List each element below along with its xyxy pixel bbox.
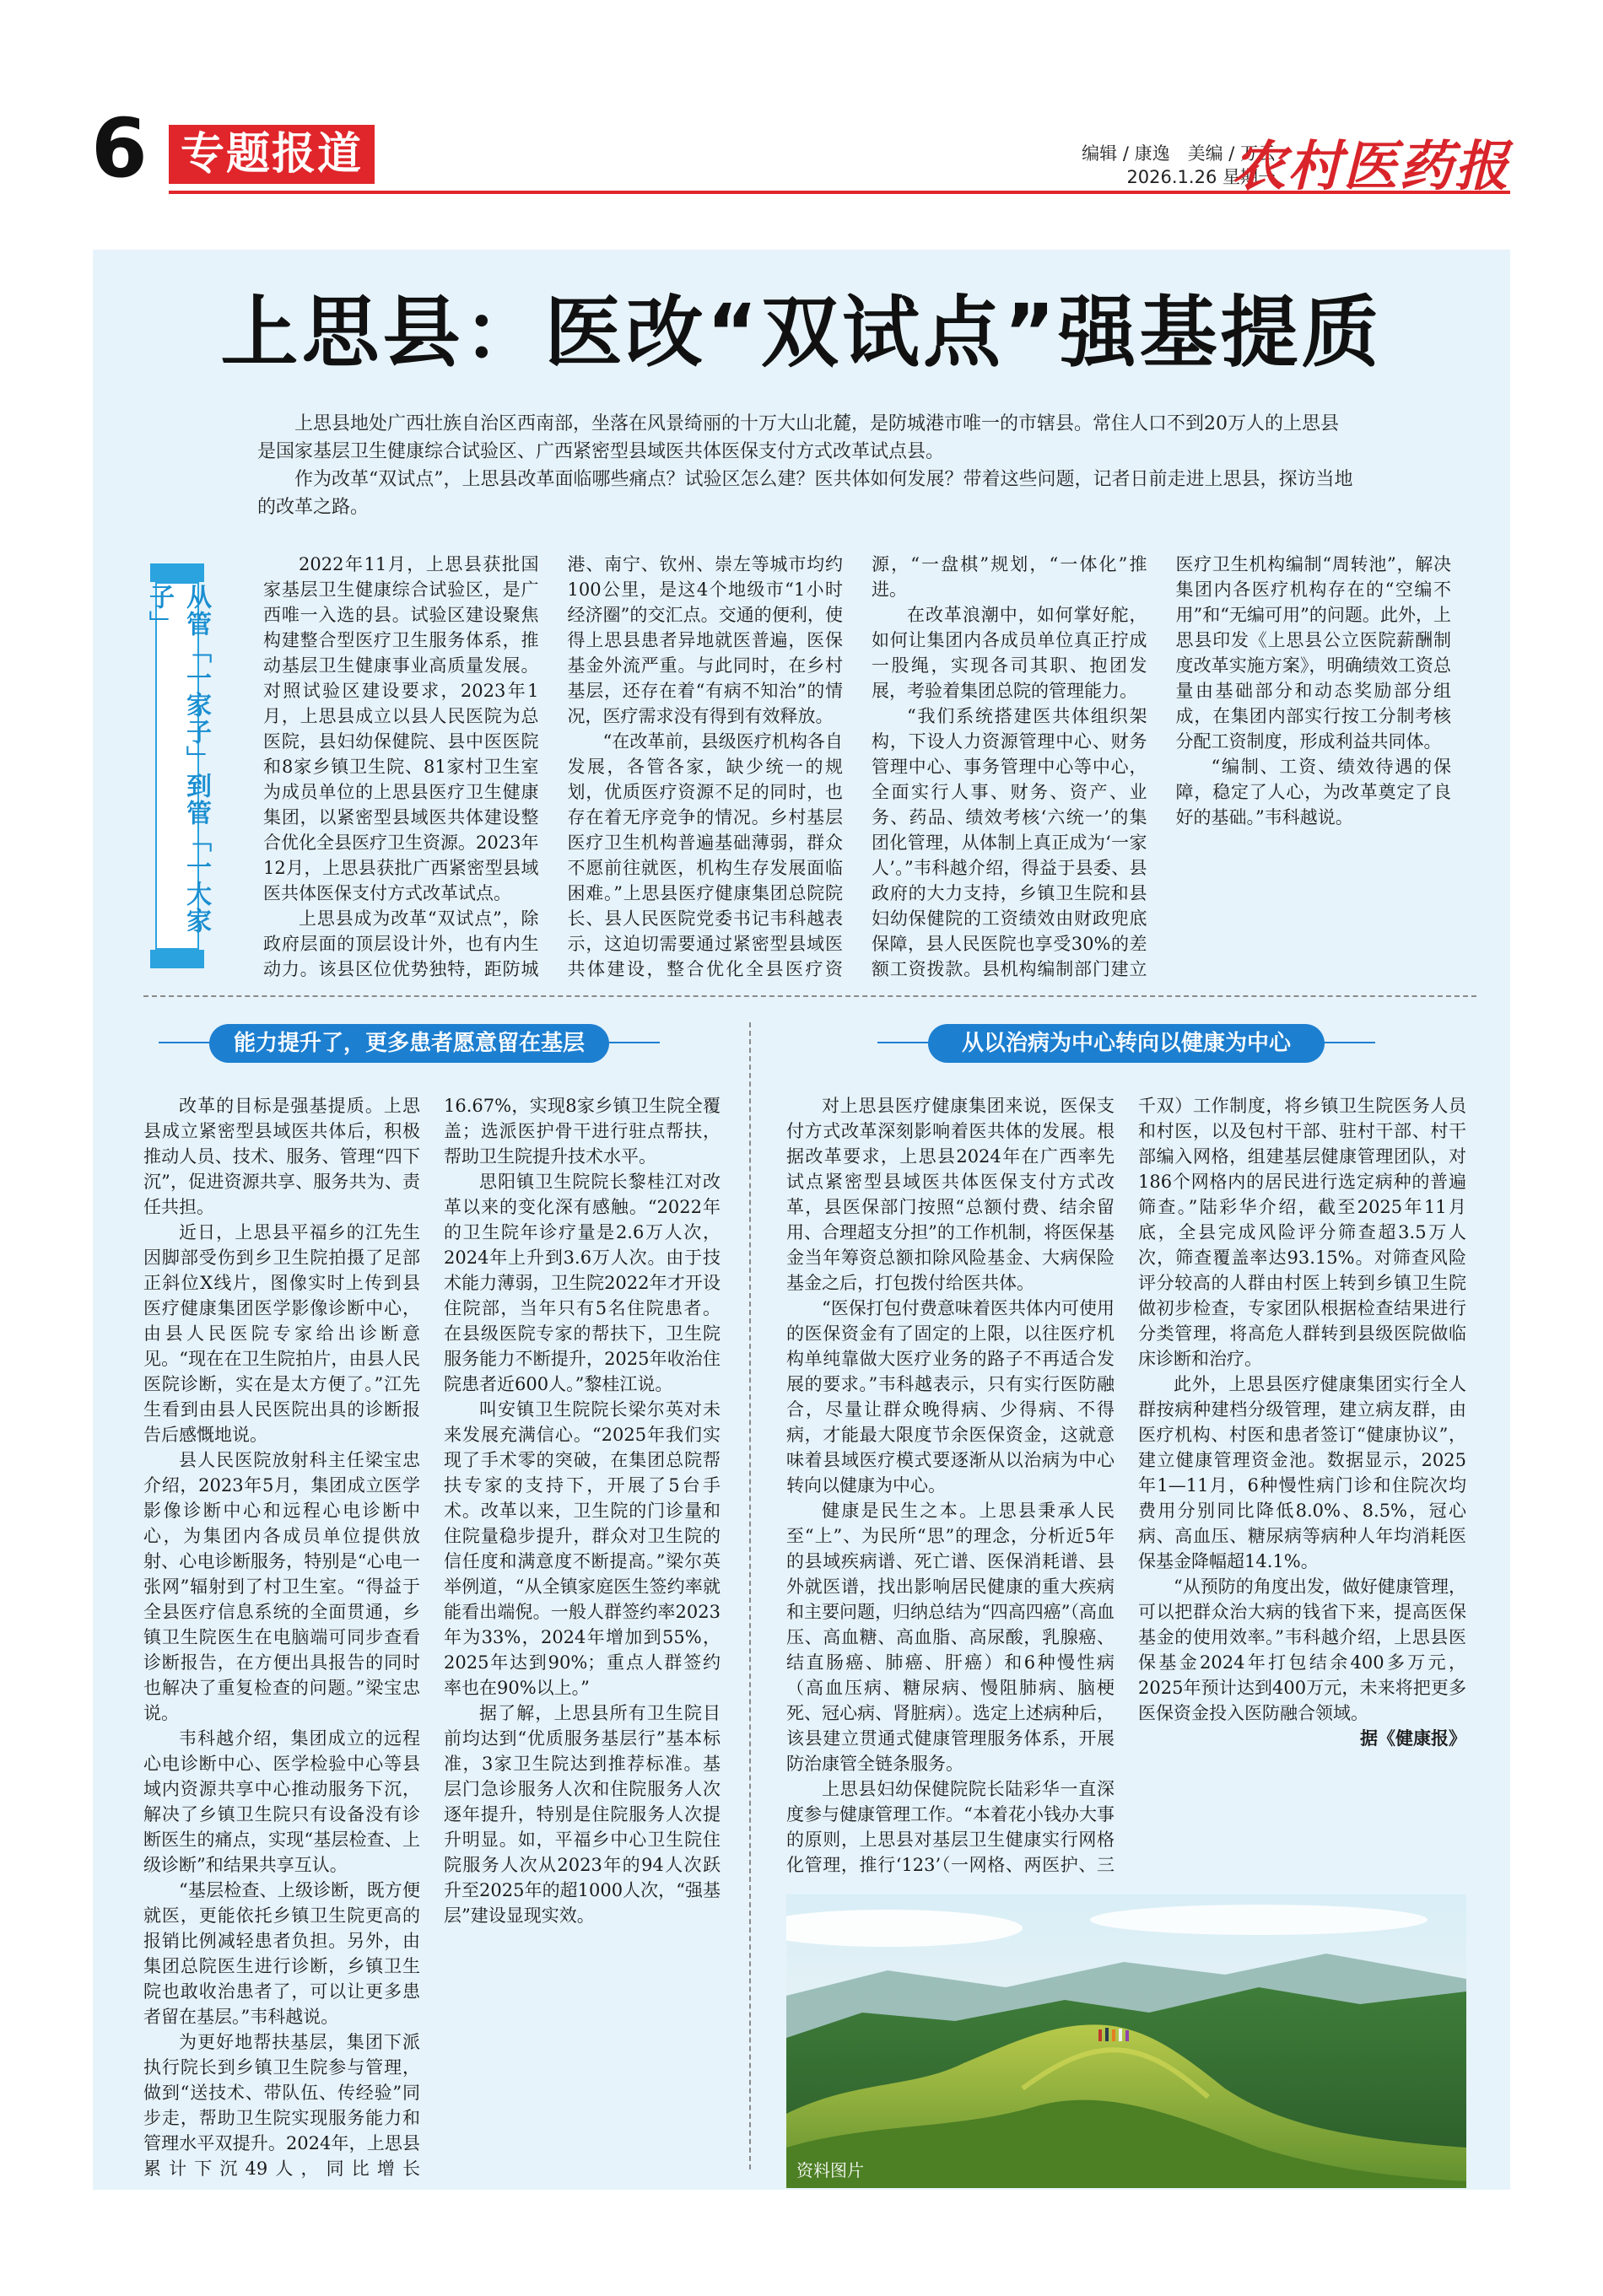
body-paragraph: “从预防的角度出发，做好健康管理，可以把群众治大病的钱省下来，提高医保基金的使用效率。”韦科越介绍，上思县医保基金2024年打包结余400多万元，2025年预计达到400万元，未来将把更多医保资金投入医防融合领域。 — [1138, 1576, 1466, 1723]
body-paragraph: 据了解，上思县所有卫生院目前均达到“优质服务基层行”基本标准，3家卫生院达到推荐标准。基层门急诊服务人次和住院服务人次逐年提升，特别是住院服务人次提升明显。如，平福乡中心卫生院住院服务人次从2023年的94人次跃升至2025年的超1000人次，“强基层”建设显现实效。 — [444, 1703, 721, 1926]
side-banner — [144, 563, 211, 968]
page-number: 6 — [91, 101, 148, 196]
body-paragraph: 在改革浪潮中，如何掌好舵，如何让集团内各成员单位真正拧成一股绳，实现各司其职、抱团发展，考验着集团总院的管理能力。 — [872, 605, 1147, 701]
banner-text: 从管「一家子」到管「一大家子」 — [144, 584, 211, 935]
photo-credit: 资料图片 — [796, 2160, 864, 2180]
top-article-body — [263, 552, 1451, 982]
mountain-landscape-image — [786, 1894, 1466, 2188]
body-paragraph: 上思县成为改革“双试点”，除政府层面的顶层设计外，也有内生动力。该县区位优势独特，距防城港、南宁、钦州、崇左等城市均约100公里，是这4个地级市“1小时经济圈”的交汇点。交通的便利，使得上思县患者异地就医普遍，医保基金外流严重。与此同时，在乡村基层，还存在着“有病不知治”的情况，医疗需求没有得到有效释放。 — [263, 554, 843, 979]
lead-paragraph: 作为改革“双试点”，上思县改革面临哪些痛点？试验区怎么建？医共体如何发展？带着这些问题，记者日前走进上思县，探访当地的改革之路。 — [257, 469, 1353, 518]
body-paragraph: 叫安镇卫生院院长梁尔英对未来发展充满信心。“2025年我们实现了手术零的突破，在集团总院帮扶专家的支持下，开展了5台手术。改革以来，卫生院的门诊量和住院量稳步提升，群众对卫生院的信任度和满意度不断提高。”梁尔英举例道，“从全镇家庭医生签约率就能看出端倪。一般人群签约率2023年为33%，2024年增加到55%，2025年达到90%；重点人群签约率也在90%以上。” — [444, 1399, 721, 1698]
left-article-body — [143, 1093, 721, 2190]
date-line: 2026.1.26 星期一 — [1126, 167, 1276, 187]
body-paragraph: 健康是民生之本。上思县秉承人民至“上”、为民所“思”的理念，分析近5年的县域疾病谱、死亡谱、医保消耗谱、县外就医谱，找出影响居民健康的重大疾病和主要问题，归纳总结为“四高四癌”（高血压、高血糖、高血脂、高尿酸，乳腺癌、结直肠癌、肺癌、肝癌）和6种慢性病（高血压病、糖尿病、慢阻肺病、脑梗死、冠心病、肾脏病）。选定上述病种后，该县建立贯通式健康管理服务体系，开展防治康管全链条服务。 — [786, 1501, 1115, 1774]
body-paragraph: 2022年11月，上思县获批国家基层卫生健康综合试验区，是广西唯一入选的县。试验区建设聚焦构建整合型医疗卫生服务体系，推动基层卫生健康事业高质量发展。对照试验区建设要求，2023年1月，上思县成立以县人民医院为总医院，县妇幼保健院、县中医医院和8家乡镇卫生院、81家村卫生室为成员单位的上思县医疗卫生健康集团，以紧密型县域医共体建设整合优化全县医疗卫生资源。2023年12月，上思县获批广西紧密型县域医共体医保支付方式改革试点。 — [263, 554, 539, 903]
editors-line: 编辑 / 康逸 美编 / 万云 — [1082, 143, 1276, 164]
body-paragraph: 思阳镇卫生院院长黎桂江对改革以来的变化深有感触。“2022年的卫生院年诊疗量是2.6万人次，2024年上升到3.6万人次。由于技术能力薄弱，卫生院2022年才开设住院部，当年只有5名住院患者。在县级医院专家的帮扶下，卫生院服务能力不断提升，2025年收治住院患者近600人。”黎桂江说。 — [444, 1172, 721, 1394]
mountain-photo — [786, 1894, 1466, 2188]
lead-paragraph: 上思县地处广西壮族自治区西南部，坐落在风景绮丽的十万大山北麓，是防城港市唯一的市辖县。常住人口不到20万人的上思县是国家基层卫生健康综合试验区、广西紧密型县域医共体医保支付方式改革试点县。 — [257, 413, 1339, 462]
banner-body — [144, 582, 211, 950]
body-paragraph: “我们系统搭建医共体组织架构，下设人力资源管理中心、财务管理中心、事务管理中心等中心，全面实行人事、财务、资产、业务、药品、绩效考核‘六统一’的集团化管理，从体制上真正成为‘一家人’。”韦科越介绍，得益于县委、县政府的大力支持，乡镇卫生院和县妇幼保健院的工资绩效由财政兜底保障，县人民医院也享受30%的差额工资拨款。县机构编制部门建立医疗卫生机构编制“周转池”，解决集团内各医疗机构存在的“空编不用”和“无编可用”的问题。此外，上思县印发《上思县公立医院薪酬制度改革实施方案》，明确绩效工资总量由基础部分和动态奖励部分组成，在集团内部实行按工分制考核分配工资制度，形成利益共同体。 — [872, 554, 1451, 979]
section-divider — [143, 995, 1476, 997]
body-paragraph: “基层检查、上级诊断，既方便就医，更能依托乡镇卫生院更高的报销比例减轻患者负担。另外，由集团总院医生进行诊断，乡镇卫生院也敢收治患者了，可以让更多患者留在基层。”韦科越说。 — [143, 1880, 420, 2027]
body-paragraph: 为更好地帮扶基层，集团下派执行院长到乡镇卫生院参与管理，做到“送技术、带队伍、传经验”同步走，帮助卫生院实现服务能力和管理水平双提升。2024年，上思县累计下沉49人，同比增长16.67%，实现8家乡镇卫生院全覆盖；选派医护骨干进行驻点帮扶，帮助卫生院提升技术水平。 — [143, 1096, 721, 2179]
body-paragraph: “在改革前，县级医疗机构各自发展，各管各家，缺少统一的规划，优质医疗资源不足的同时，也存在着无序竞争的情况。乡村基层医疗卫生机构普遍基础薄弱，群众不愿前往就医，机构生存发展面临困难。”上思县医疗健康集团总院院长、县人民医院党委书记韦科越表示，这迫切需要通过紧密型县域医共体建设，整合优化全县医疗资源，“一盘棋”规划，“一体化”推进。 — [567, 554, 1147, 979]
page-header — [0, 0, 1603, 219]
article-lead — [257, 410, 1354, 521]
article-title: 上思县：医改“双试点”强基提质 — [220, 288, 1383, 378]
right-subheading: 从以治病为中心转向以健康为中心 — [928, 1024, 1325, 1063]
body-paragraph: 改革的目标是强基提质。上思县成立紧密型县域医共体后，积极推动人员、技术、服务、管理“四下沉”，促进资源共享、服务共为、责任共担。 — [143, 1096, 420, 1217]
body-paragraph: 上思县妇幼保健院院长陆彩华一直深度参与健康管理工作。“本着花小钱办大事的原则，上思县对基层卫生健康实行网格化管理，推行‘123’（一网格、两医护、三千双）工作制度，将乡镇卫生院医务人员和村医，以及包村干部、驻村干部、村干部编入网格，组建基层健康管理团队，对186个网格内的居民进行选定病种的普遍筛查。”陆彩华介绍，截至2025年11月底，全县完成风险评分筛查超3.5万人次，筛查覆盖率达93.15%。对筛查风险评分较高的人群由村医上转到乡镇卫生院做初步检查，专家团队根据检查结果进行分类管理，将高危人群转到县级医院做临床诊断和治疗。 — [786, 1096, 1466, 1875]
left-subheading: 能力提升了，更多患者愿意留在基层 — [209, 1024, 609, 1063]
body-paragraph: 对上思县医疗健康集团来说，医保支付方式改革深刻影响着医共体的发展。根据改革要求，上思县2024年在广西率先试点紧密型县域医共体医保支付方式改革，县医保部门按照“总额付费、结余留用、合理超支分担”的工作机制，将医保基金当年筹资总额扣除风险基金、大病保险基金之后，打包拨付给医共体。 — [786, 1096, 1115, 1293]
right-article-body — [786, 1093, 1466, 1878]
column-divider — [749, 1022, 751, 2169]
masthead-logo: 农村医药报 — [1232, 135, 1510, 198]
banner-cap-bottom — [150, 950, 204, 968]
body-paragraph: “医保打包付费意味着医共体内可使用的医保资金有了固定的上限，以往医疗机构单纯靠做大医疗业务的路子不再适合发展的要求。”韦科越表示，只有实行医防融合，尽量让群众晚得病、少得病、不得病，才能最大限度节余医保资金，这就意味着县域医疗模式要逐渐从以治病为中心转向以健康为中心。 — [786, 1298, 1115, 1496]
section-label: 专题报道 — [169, 125, 375, 184]
body-paragraph: “编制、工资、绩效待遇的保障，稳定了人心，为改革奠定了良好的基础。”韦科越说。 — [1175, 757, 1451, 827]
body-paragraph: 韦科越介绍，集团成立的远程心电诊断中心、医学检验中心等县域内资源共享中心推动服务下沉，解决了乡镇卫生院只有设备没有诊断医生的痛点，实现“基层检查、上级诊断”和结果共享互认。 — [143, 1728, 420, 1875]
body-paragraph: 此外，上思县医疗健康集团实行全人群按病种建档分级管理，建立病友群，由医疗机构、村医和患者签订“健康协议”，建立健康管理资金池。数据显示，2025年1—11月，6种慢性病门诊和住院次均费用分别同比降低8.0%、8.5%，冠心病、高血压、糖尿病等病种人年均消耗医保基金降幅超14.1%。 — [1138, 1374, 1466, 1571]
body-paragraph: 县人民医院放射科主任梁宝忠介绍，2023年5月，集团成立医学影像诊断中心和远程心电诊断中心，为集团内各成员单位提供放射、心电诊断服务，特别是“心电一张网”辐射到了村卫生室。“得益于全县医疗信息系统的全面贯通，乡镇卫生院医生在电脑端可同步查看诊断报告，在方便出具报告的同时也解决了重复检查的问题。”梁宝忠说。 — [143, 1450, 420, 1723]
body-paragraph: 近日，上思县平福乡的江先生因脚部受伤到乡卫生院拍摄了足部正斜位X线片，图像实时上传到县医疗健康集团医学影像诊断中心，由县人民医院专家给出诊断意见。“现在在卫生院拍片，由县人民医院诊断，实在是太方便了。”江先生看到由县人民医院出具的诊断报告后感慨地说。 — [143, 1222, 420, 1445]
source-byline: 据《健康报》 — [1360, 1728, 1466, 1749]
banner-cap-top — [150, 563, 204, 582]
